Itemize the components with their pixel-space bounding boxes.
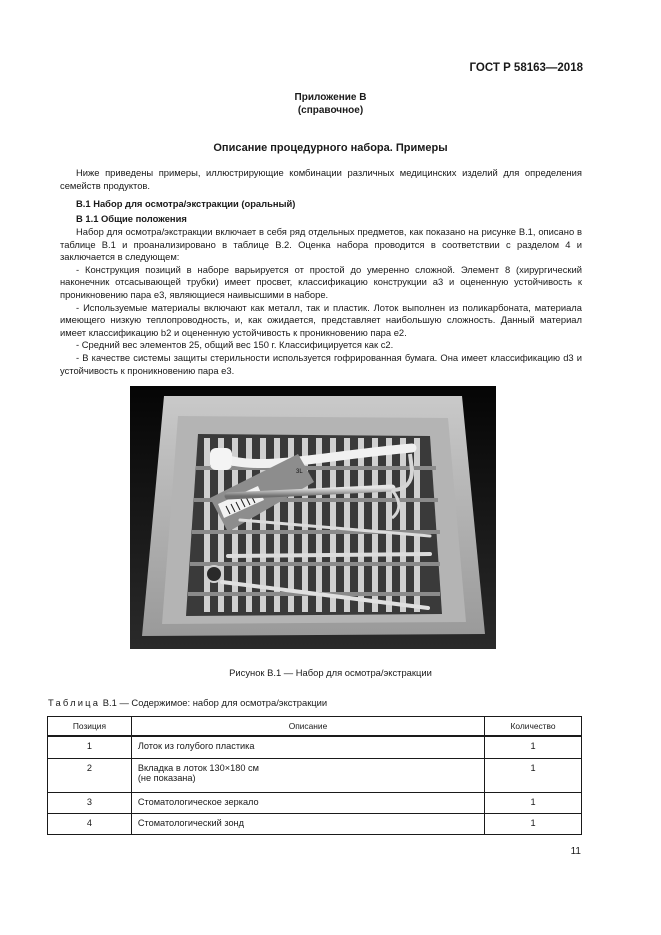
body-text xyxy=(60,226,582,377)
cell-description: Стоматологический зонд xyxy=(131,813,484,834)
column-header-position: Позиция xyxy=(48,717,132,737)
cell-description: Стоматологическое зеркало xyxy=(131,792,484,813)
cell-position: 4 xyxy=(48,813,132,834)
cell-description-line: Вкладка в лоток 130×180 см xyxy=(137,762,259,773)
table-header-row xyxy=(48,717,582,737)
table-row xyxy=(48,813,582,834)
figure-label-text: 3L xyxy=(296,469,303,475)
subsection-title: В.1 Набор для осмотра/экстракции (оральный) xyxy=(76,198,296,209)
figure-photo xyxy=(130,386,496,649)
cell-description: Лоток из голубого пластика xyxy=(131,736,484,758)
paragraph: - Конструкция позиций в наборе варьируется от простой до умеренно сложной. Элемент 8 (хирургический наконечник отсасывающей трубки) имеет просвет, классификацию конструкции a3 и оцененную устойчивость к проникновению пара e3, являющиеся наивысшими в наборе. xyxy=(60,263,582,300)
cell-quantity: 1 xyxy=(485,813,582,834)
cell-quantity: 1 xyxy=(485,758,582,792)
intro-paragraph: Ниже приведены примеры, иллюстрирующие комбинации различных медицинских изделий для определения семейств продуктов. xyxy=(60,167,582,191)
instrument-tray-illustration xyxy=(130,386,496,649)
table-caption-prefix: Таблица xyxy=(48,697,101,708)
subsubsection-title: В 1.1 Общие положения xyxy=(76,213,187,224)
cell-quantity: 1 xyxy=(485,736,582,758)
column-header-description: Описание xyxy=(131,717,484,737)
paragraph: Набор для осмотра/экстракции включает в себя ряд отдельных предметов, как показано на рисунке В.1, описано в таблице В.1 и проанализировано в таблице В.2. Оценка набора проводится в соответствии с разделом 4 и заключается в следующем: xyxy=(60,226,582,263)
document-code: ГОСТ Р 58163—2018 xyxy=(469,62,583,74)
paragraph: - Используемые материалы включают как металл, так и пластик. Лоток выполнен из поликарбоната, материала имеющего низкую теплопроводность, и, как ожидается, представляет наибольшую сложность. Данный материал имеет классификацию b2 и оцененную устойчивость к проникновению пара e2. xyxy=(60,301,582,338)
table-row xyxy=(48,736,582,758)
cell-position: 2 xyxy=(48,758,132,792)
table-caption-text: В.1 — Содержимое: набор для осмотра/экстракции xyxy=(102,697,328,708)
page-number: 11 xyxy=(570,846,581,857)
appendix-subtitle: (справочное) xyxy=(297,105,364,116)
cell-description-note: (не показана) xyxy=(137,772,196,783)
cell-quantity: 1 xyxy=(485,792,582,813)
figure-caption: Рисунок В.1 — Набор для осмотра/экстракции xyxy=(229,667,432,678)
table-caption xyxy=(48,697,327,708)
appendix-title: Приложение В xyxy=(294,92,367,103)
paragraph: - В качестве системы защиты стерильности используется гофрированная бумага. Она имеет классификацию d3 и устойчивость к проникновению пара e3. xyxy=(60,351,582,376)
section-title: Описание процедурного набора. Примеры xyxy=(213,142,448,154)
contents-table xyxy=(47,716,582,835)
cell-position: 1 xyxy=(48,736,132,758)
cell-position: 3 xyxy=(48,792,132,813)
cell-description xyxy=(131,758,484,792)
table-row xyxy=(48,758,582,792)
paragraph: - Средний вес элементов 25, общий вес 150 г. Классифицируется как c2. xyxy=(76,339,394,351)
table-row xyxy=(48,792,582,813)
column-header-quantity: Количество xyxy=(485,717,582,737)
